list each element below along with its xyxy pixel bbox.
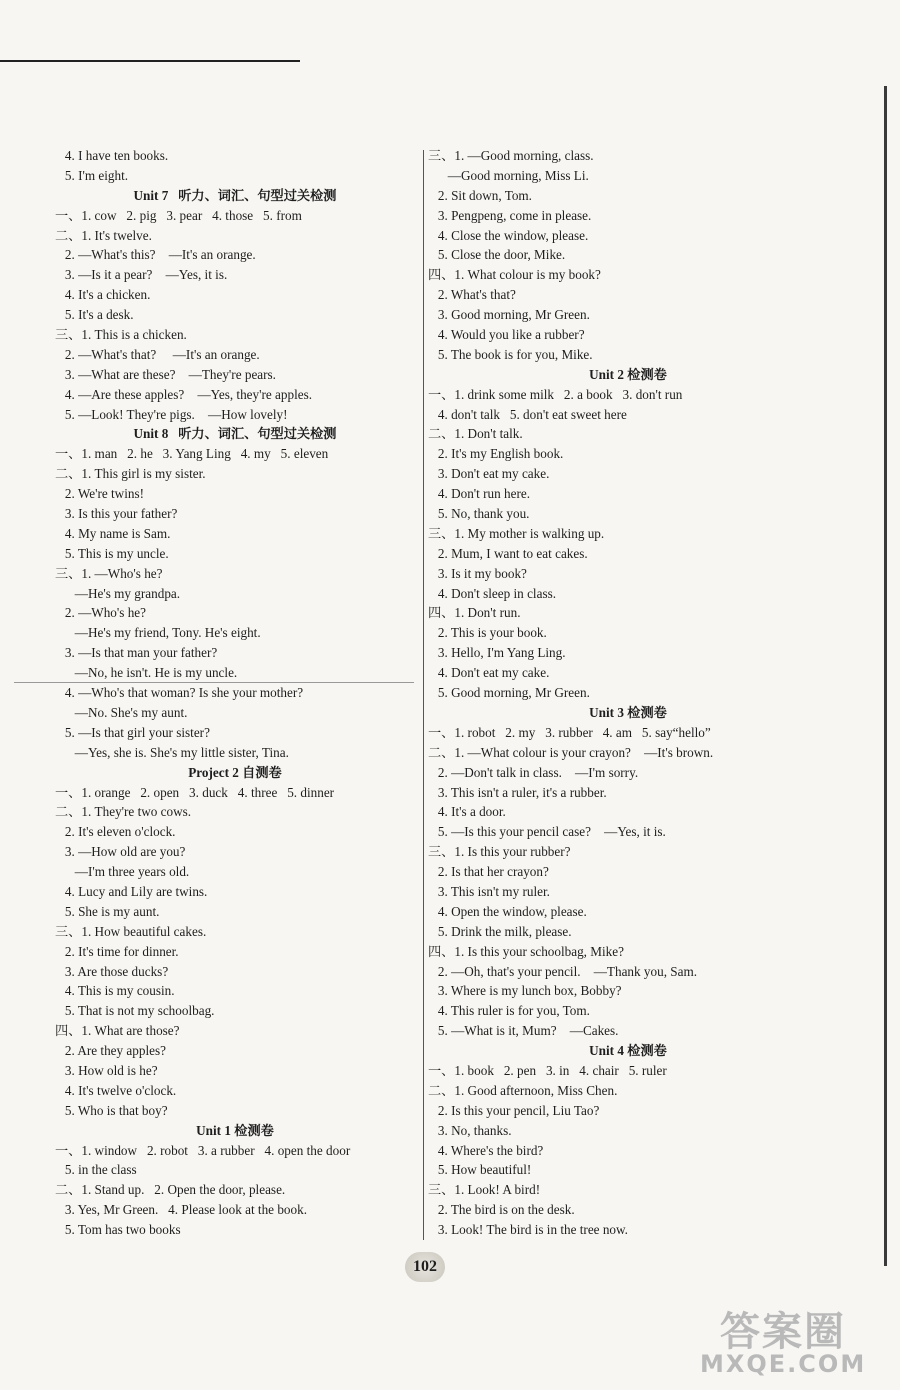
answer-line: 2. Mum, I want to eat cakes. bbox=[428, 545, 588, 561]
answer-line: 3. Good morning, Mr Green. bbox=[428, 307, 590, 323]
answer-line: 3. —What are these? —They're pears. bbox=[55, 366, 276, 382]
answer-line: —No, he isn't. He is my uncle. bbox=[55, 665, 238, 681]
answer-line: 二、1. This girl is my sister. bbox=[55, 466, 206, 482]
answer-line: 3. Where is my lunch box, Bobby? bbox=[428, 983, 622, 999]
page-number: 102 bbox=[405, 1252, 445, 1282]
answer-line: 3. How old is he? bbox=[55, 1062, 158, 1078]
answer-line: 二、1. Stand up. 2. Open the door, please. bbox=[55, 1182, 286, 1198]
answer-line: —Yes, she is. She's my little sister, Tina. bbox=[55, 744, 289, 760]
answer-line: 5. in the class bbox=[55, 1162, 137, 1178]
answer-line: 3. —Is that man your father? bbox=[55, 645, 218, 661]
answer-line: —He's my grandpa. bbox=[55, 585, 181, 601]
answer-line: 5. How beautiful! bbox=[428, 1162, 532, 1178]
answer-line: 5. Good morning, Mr Green. bbox=[428, 685, 590, 701]
answer-line: 4. Don't eat my cake. bbox=[428, 665, 550, 681]
answer-line: 2. —Don't talk in class. —I'm sorry. bbox=[428, 764, 639, 780]
answer-line: 三、1. My mother is walking up. bbox=[428, 525, 605, 541]
section-heading: Unit 4 检测卷 bbox=[589, 1043, 667, 1059]
answer-line: 3. —Is it a pear? —Yes, it is. bbox=[55, 267, 228, 283]
section-heading: Unit 3 检测卷 bbox=[589, 704, 667, 720]
answer-line: 5. —Look! They're pigs. —How lovely! bbox=[55, 406, 288, 422]
answer-line: 4. don't talk 5. don't eat sweet here bbox=[428, 406, 627, 422]
answer-line: 三、1. Is this your rubber? bbox=[428, 844, 571, 860]
answer-line: 2. What's that? bbox=[428, 287, 516, 303]
answer-line: 二、1. Don't talk. bbox=[428, 426, 523, 442]
answer-line: 3. Yes, Mr Green. 4. Please look at the book. bbox=[55, 1202, 307, 1218]
answer-line: 四、1. What are those? bbox=[55, 1023, 180, 1039]
answer-line: 二、1. Good afternoon, Miss Chen. bbox=[428, 1082, 618, 1098]
answer-line: 3. Pengpeng, come in please. bbox=[428, 207, 592, 223]
section-heading: Unit 2 检测卷 bbox=[589, 366, 667, 382]
answer-line: 三、1. —Who's he? bbox=[55, 565, 163, 581]
right-edge-rule bbox=[884, 86, 887, 1266]
answer-line: 一、1. orange 2. open 3. duck 4. three 5. dinner bbox=[55, 784, 335, 800]
answer-line: 一、1. drink some milk 2. a book 3. don't run bbox=[428, 386, 683, 402]
section-heading: Project 2 自测卷 bbox=[188, 764, 282, 780]
answer-line: 4. —Are these apples? —Yes, they're apples. bbox=[55, 386, 313, 402]
answer-line: 三、1. This is a chicken. bbox=[55, 327, 187, 343]
answer-line: 2. —Who's he? bbox=[55, 605, 147, 621]
answer-line: 3. —How old are you? bbox=[55, 844, 186, 860]
answer-line: —No. She's my aunt. bbox=[55, 704, 188, 720]
answer-line: 一、1. man 2. he 3. Yang Ling 4. my 5. eleven bbox=[55, 446, 329, 462]
answer-line: 5. I'm eight. bbox=[55, 167, 129, 183]
answer-line: 4. I have ten books. bbox=[55, 148, 169, 163]
answer-line: 2. —Oh, that's your pencil. —Thank you, Sam. bbox=[428, 963, 698, 979]
answer-line: 2. The bird is on the desk. bbox=[428, 1202, 575, 1218]
answer-line: 2. We're twins! bbox=[55, 486, 144, 502]
answer-line: 5. Who is that boy? bbox=[55, 1102, 168, 1118]
answer-line: 5. —Is that girl your sister? bbox=[55, 724, 210, 740]
section-heading: Unit 8 听力、词汇、句型过关检测 bbox=[133, 426, 337, 442]
answer-line: 2. —What's that? —It's an orange. bbox=[55, 346, 260, 362]
answer-line: 3. Is this your father? bbox=[55, 506, 178, 522]
answer-line: 4. Don't run here. bbox=[428, 486, 530, 502]
answer-line: 2. Is this your pencil, Liu Tao? bbox=[428, 1102, 600, 1118]
top-rule bbox=[0, 60, 300, 62]
answer-line: 3. Don't eat my cake. bbox=[428, 466, 550, 482]
answer-line: 3. This isn't my ruler. bbox=[428, 883, 550, 899]
right-answer-column bbox=[428, 146, 828, 1240]
answer-line: 三、1. How beautiful cakes. bbox=[55, 923, 207, 939]
answer-line: 四、1. What colour is my book? bbox=[428, 267, 601, 283]
section-heading: Unit 7 听力、词汇、句型过关检测 bbox=[133, 187, 337, 203]
answer-line: 2. —What's this? —It's an orange. bbox=[55, 247, 256, 263]
answer-line: —He's my friend, Tony. He's eight. bbox=[55, 625, 261, 641]
answer-line: 4. Don't sleep in class. bbox=[428, 585, 557, 601]
answer-line: 5. Drink the milk, please. bbox=[428, 923, 572, 939]
answer-line: 一、1. window 2. robot 3. a rubber 4. open the door bbox=[55, 1142, 351, 1158]
answer-line: 5. That is not my schoolbag. bbox=[55, 1003, 215, 1019]
section-heading: Unit 1 检测卷 bbox=[196, 1122, 274, 1138]
answer-line: —I'm three years old. bbox=[55, 864, 190, 880]
answer-line: 一、1. cow 2. pig 3. pear 4. those 5. from bbox=[55, 207, 302, 223]
column-divider bbox=[423, 150, 424, 1240]
answer-line: 4. —Who's that woman? Is she your mother? bbox=[55, 685, 304, 701]
answer-line: 5. She is my aunt. bbox=[55, 903, 160, 919]
answer-line: 2. It's eleven o'clock. bbox=[55, 824, 176, 840]
answer-line: 4. It's a chicken. bbox=[55, 287, 151, 303]
answer-line: 一、1. robot 2. my 3. rubber 4. am 5. say“hello” bbox=[428, 724, 711, 740]
answer-line: 二、1. —What colour is your crayon? —It's brown. bbox=[428, 744, 714, 760]
answer-line: 4. Where's the bird? bbox=[428, 1142, 544, 1158]
answer-line: 4. This ruler is for you, Tom. bbox=[428, 1003, 590, 1019]
answer-line: 四、1. Don't run. bbox=[428, 605, 521, 621]
answer-line: 5. —Is this your pencil case? —Yes, it is. bbox=[428, 824, 666, 840]
answer-line: 5. The book is for you, Mike. bbox=[428, 346, 593, 362]
watermark-logo bbox=[700, 1300, 890, 1380]
answer-line: 4. It's a door. bbox=[428, 804, 506, 820]
answer-line: 5. This is my uncle. bbox=[55, 545, 169, 561]
answer-line: 二、1. It's twelve. bbox=[55, 227, 152, 243]
answer-line: 三、1. Look! A bird! bbox=[428, 1182, 541, 1198]
answer-line: 3. Are those ducks? bbox=[55, 963, 169, 979]
answer-line: 3. Is it my book? bbox=[428, 565, 527, 581]
answer-line: —Good morning, Miss Li. bbox=[428, 167, 589, 183]
answer-line: 4. This is my cousin. bbox=[55, 983, 175, 999]
watermark-domain: MXQE.COM bbox=[700, 1350, 867, 1378]
left-answer-column bbox=[55, 146, 415, 1240]
answer-line: 2. It's my English book. bbox=[428, 446, 564, 462]
answer-line: 3. Look! The bird is in the tree now. bbox=[428, 1222, 628, 1238]
answer-line: 3. No, thanks. bbox=[428, 1122, 512, 1138]
answer-line: 4. Would you like a rubber? bbox=[428, 327, 585, 343]
answer-line: 3. Hello, I'm Yang Ling. bbox=[428, 645, 566, 661]
watermark-text: 答案圈 bbox=[720, 1309, 846, 1355]
answer-line: 三、1. —Good morning, class. bbox=[428, 148, 594, 163]
answer-line: 2. Are they apples? bbox=[55, 1043, 166, 1059]
answer-line: 4. It's twelve o'clock. bbox=[55, 1082, 177, 1098]
answer-line: 一、1. book 2. pen 3. in 4. chair 5. ruler bbox=[428, 1062, 667, 1078]
answer-line: 2. Sit down, Tom. bbox=[428, 187, 532, 203]
answer-line: 5. No, thank you. bbox=[428, 506, 530, 522]
answer-line: 4. My name is Sam. bbox=[55, 525, 171, 541]
answer-line: 4. Lucy and Lily are twins. bbox=[55, 883, 208, 899]
answer-line: 4. Open the window, please. bbox=[428, 903, 587, 919]
answer-line: 3. This isn't a ruler, it's a rubber. bbox=[428, 784, 607, 800]
answer-line: 2. It's time for dinner. bbox=[55, 943, 179, 959]
answer-line: 四、1. Is this your schoolbag, Mike? bbox=[428, 943, 624, 959]
answer-line: 5. —What is it, Mum? —Cakes. bbox=[428, 1023, 619, 1039]
answer-line: 5. Close the door, Mike. bbox=[428, 247, 566, 263]
answer-line: 5. It's a desk. bbox=[55, 307, 134, 323]
answer-line: 4. Close the window, please. bbox=[428, 227, 589, 243]
answer-line: 2. This is your book. bbox=[428, 625, 547, 641]
answer-line: 2. Is that her crayon? bbox=[428, 864, 549, 880]
answer-line: 5. Tom has two books bbox=[55, 1222, 181, 1238]
answer-line: 二、1. They're two cows. bbox=[55, 804, 192, 820]
